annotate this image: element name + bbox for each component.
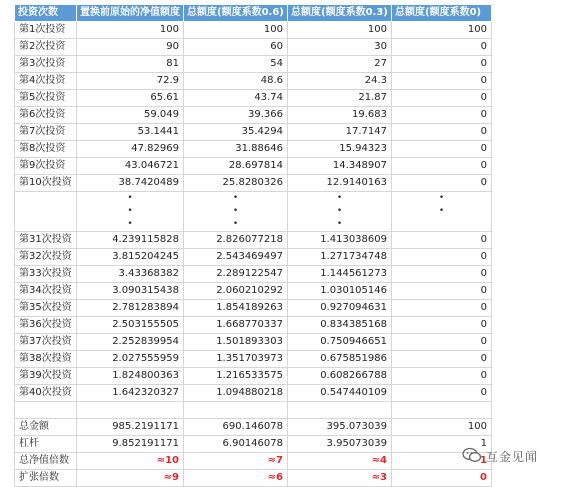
value-cell: 1.351703973	[184, 351, 288, 368]
value-cell: 1.030105146	[288, 283, 392, 300]
header-cell: 置换前原始的净值额度	[77, 5, 184, 22]
value-cell: 100	[392, 22, 492, 39]
empty-cell	[288, 402, 392, 419]
value-cell: 0	[392, 266, 492, 283]
row-label: 第1次投资	[15, 22, 77, 39]
value-cell: 1.668770337	[184, 317, 288, 334]
value-cell: 28.697814	[184, 158, 288, 175]
summary-row	[15, 419, 492, 436]
value-cell: 0	[392, 300, 492, 317]
row-label: 第7次投资	[15, 124, 77, 141]
value-cell: 19.683	[288, 107, 392, 124]
value-cell: 0.834385168	[288, 317, 392, 334]
value-cell: 0	[392, 73, 492, 90]
value-cell: 21.87	[288, 90, 392, 107]
value-cell: 0	[392, 158, 492, 175]
row-label: 总净值倍数	[15, 453, 77, 470]
row-label: 第8次投资	[15, 141, 77, 158]
value-cell: 100	[184, 22, 288, 39]
value-cell: 1.216533575	[184, 368, 288, 385]
row-label: 第5次投资	[15, 90, 77, 107]
value-cell: •	[184, 218, 288, 232]
row-label: 第4次投资	[15, 73, 77, 90]
value-cell: 2.027555959	[77, 351, 184, 368]
table-row	[15, 266, 492, 283]
table-row	[15, 283, 492, 300]
value-cell: 43.74	[184, 90, 288, 107]
value-cell: 54	[184, 56, 288, 73]
watermark-text: 互金见闻	[486, 450, 539, 464]
value-cell: 90	[77, 39, 184, 56]
value-cell: •	[184, 192, 288, 206]
value-cell: 0	[392, 175, 492, 192]
value-cell: 14.348907	[288, 158, 392, 175]
value-cell: •	[184, 205, 288, 218]
empty-cell	[15, 402, 77, 419]
ellipsis-row	[15, 205, 492, 218]
value-cell: 43.046721	[77, 158, 184, 175]
ellipsis-row	[15, 192, 492, 206]
value-cell: 1	[392, 453, 492, 470]
header-cell: 总额度(额度系数0)	[392, 5, 492, 22]
value-cell: 12.9140163	[288, 175, 392, 192]
value-cell	[392, 218, 492, 232]
value-cell: 100	[77, 22, 184, 39]
value-cell: 2.543469497	[184, 249, 288, 266]
value-cell: 25.8280326	[184, 175, 288, 192]
value-cell: 48.6	[184, 73, 288, 90]
value-cell: 0	[392, 56, 492, 73]
value-cell: 1.642320327	[77, 385, 184, 402]
row-label: 第3次投资	[15, 56, 77, 73]
value-cell: 27	[288, 56, 392, 73]
table-row	[15, 232, 492, 249]
row-label: 第34次投资	[15, 283, 77, 300]
table-row	[15, 141, 492, 158]
table-row	[15, 73, 492, 90]
value-cell: 2.826077218	[184, 232, 288, 249]
value-cell: 0	[392, 141, 492, 158]
value-cell: 0	[392, 351, 492, 368]
value-cell: 0	[392, 124, 492, 141]
value-cell: 1.271734748	[288, 249, 392, 266]
value-cell: 3.95073039	[288, 436, 392, 453]
value-cell: 0.927094631	[288, 300, 392, 317]
value-cell: 0	[392, 90, 492, 107]
value-cell: 985.2191171	[77, 419, 184, 436]
value-cell: 1.824800363	[77, 368, 184, 385]
value-cell: •	[288, 205, 392, 218]
table-row	[15, 90, 492, 107]
value-cell: 59.049	[77, 107, 184, 124]
empty-cell	[184, 402, 288, 419]
row-label	[15, 218, 77, 232]
header-cell: 总额度(额度系数0.6)	[184, 5, 288, 22]
row-label	[15, 192, 77, 206]
multiple-row	[15, 453, 492, 470]
investment-table	[14, 4, 492, 487]
value-cell: 31.88646	[184, 141, 288, 158]
row-label: 总金额	[15, 419, 77, 436]
empty-cell	[392, 402, 492, 419]
value-cell: 2.503155505	[77, 317, 184, 334]
value-cell: 53.1441	[77, 124, 184, 141]
value-cell: 690.146078	[184, 419, 288, 436]
value-cell: 2.289122547	[184, 266, 288, 283]
value-cell: 39.366	[184, 107, 288, 124]
value-cell: 4.239115828	[77, 232, 184, 249]
table-row	[15, 107, 492, 124]
row-label: 第40次投资	[15, 385, 77, 402]
table-row	[15, 300, 492, 317]
value-cell: 3.43368382	[77, 266, 184, 283]
value-cell: 0	[392, 368, 492, 385]
value-cell: 2.252839954	[77, 334, 184, 351]
row-label: 第9次投资	[15, 158, 77, 175]
table-row	[15, 158, 492, 175]
table-row	[15, 124, 492, 141]
value-cell: 0.675851986	[288, 351, 392, 368]
row-label: 第32次投资	[15, 249, 77, 266]
value-cell: 0.750946651	[288, 334, 392, 351]
value-cell: 1	[392, 436, 492, 453]
value-cell: 0.547440109	[288, 385, 392, 402]
value-cell: ≈6	[184, 470, 288, 487]
value-cell: 0	[392, 107, 492, 124]
value-cell: 17.7147	[288, 124, 392, 141]
table-row	[15, 317, 492, 334]
value-cell: •	[392, 205, 492, 218]
row-label: 第39次投资	[15, 368, 77, 385]
value-cell: 1.144561273	[288, 266, 392, 283]
value-cell: 2.060210292	[184, 283, 288, 300]
value-cell: ≈9	[77, 470, 184, 487]
row-label: 第35次投资	[15, 300, 77, 317]
wechat-icon	[462, 447, 482, 463]
multiple-row	[15, 470, 492, 487]
table-row	[15, 385, 492, 402]
value-cell: •	[77, 218, 184, 232]
value-cell: 35.4294	[184, 124, 288, 141]
value-cell: 1.413038609	[288, 232, 392, 249]
value-cell: 3.815204245	[77, 249, 184, 266]
value-cell: 0	[392, 283, 492, 300]
summary-row	[15, 436, 492, 453]
table-row	[15, 351, 492, 368]
table-row	[15, 334, 492, 351]
row-label: 第10次投资	[15, 175, 77, 192]
header-row	[15, 5, 492, 22]
value-cell: 6.90146078	[184, 436, 288, 453]
value-cell: 72.9	[77, 73, 184, 90]
row-label: 杠杆	[15, 436, 77, 453]
table-row	[15, 39, 492, 56]
value-cell: 9.852191171	[77, 436, 184, 453]
ellipsis-row	[15, 218, 492, 232]
value-cell: 100	[288, 22, 392, 39]
row-label: 第2次投资	[15, 39, 77, 56]
value-cell: 0	[392, 317, 492, 334]
row-label: 第33次投资	[15, 266, 77, 283]
value-cell: •	[77, 192, 184, 206]
value-cell: 47.82969	[77, 141, 184, 158]
value-cell: 65.61	[77, 90, 184, 107]
value-cell: 0.608266788	[288, 368, 392, 385]
value-cell: 1.094880218	[184, 385, 288, 402]
watermark	[462, 446, 554, 466]
row-label: 第31次投资	[15, 232, 77, 249]
value-cell: 100	[392, 419, 492, 436]
value-cell: 0	[392, 249, 492, 266]
row-label	[15, 205, 77, 218]
value-cell: 395.073039	[288, 419, 392, 436]
table-body	[15, 22, 492, 487]
value-cell: 2.781283894	[77, 300, 184, 317]
value-cell: 1.854189263	[184, 300, 288, 317]
row-label: 第36次投资	[15, 317, 77, 334]
value-cell: 60	[184, 39, 288, 56]
value-cell: 0	[392, 334, 492, 351]
row-label: 扩张倍数	[15, 470, 77, 487]
table-row	[15, 175, 492, 192]
value-cell: 0	[392, 232, 492, 249]
value-cell: 1.501893303	[184, 334, 288, 351]
table-row	[15, 249, 492, 266]
value-cell: ≈7	[184, 453, 288, 470]
header-cell: 总额度(额度系数0.3)	[288, 5, 392, 22]
value-cell: ≈10	[77, 453, 184, 470]
value-cell: 24.3	[288, 73, 392, 90]
value-cell: ≈4	[288, 453, 392, 470]
row-label: 第6次投资	[15, 107, 77, 124]
table-row	[15, 22, 492, 39]
value-cell: •	[392, 192, 492, 206]
value-cell: ≈3	[288, 470, 392, 487]
value-cell: 3.090315438	[77, 283, 184, 300]
value-cell: 0	[392, 385, 492, 402]
value-cell: 81	[77, 56, 184, 73]
spacer-row	[15, 402, 492, 419]
value-cell: 0	[392, 39, 492, 56]
row-label: 第37次投资	[15, 334, 77, 351]
row-label: 第38次投资	[15, 351, 77, 368]
value-cell: 30	[288, 39, 392, 56]
table-row	[15, 368, 492, 385]
value-cell: 0	[392, 470, 492, 487]
header-cell: 投资次数	[15, 5, 77, 22]
value-cell: •	[77, 205, 184, 218]
value-cell: •	[288, 192, 392, 206]
value-cell: •	[288, 218, 392, 232]
value-cell: 38.7420489	[77, 175, 184, 192]
table-row	[15, 56, 492, 73]
value-cell: 15.94323	[288, 141, 392, 158]
empty-cell	[77, 402, 184, 419]
